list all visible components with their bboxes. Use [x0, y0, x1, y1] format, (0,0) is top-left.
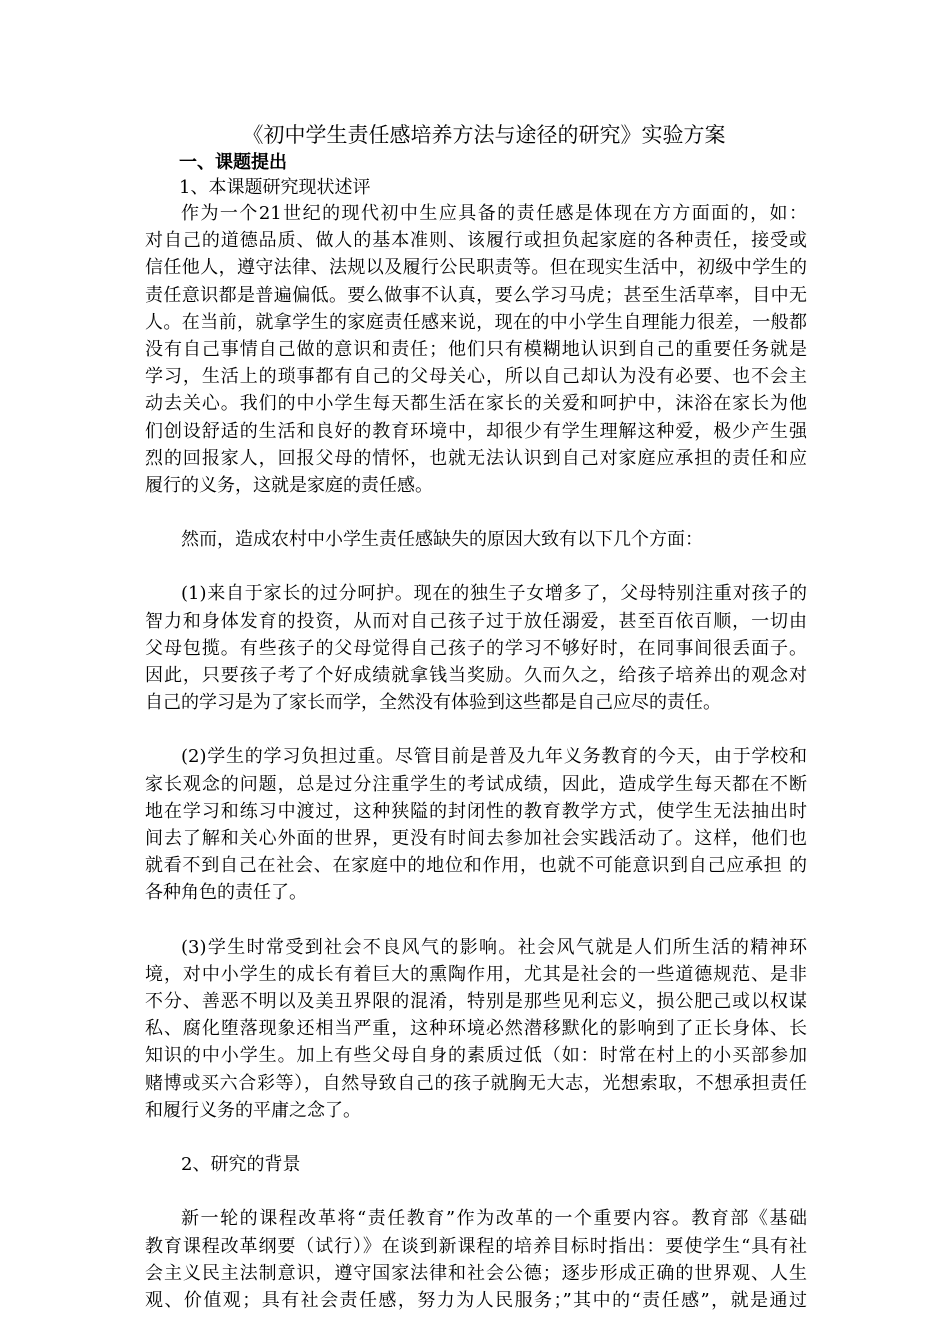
text-line: 智力和身体发育的投资，从而对自己孩子过于放任溺爱，甚至百依百顺，一切由: [145, 610, 807, 632]
text-line: 各种角色的责任了。: [145, 882, 307, 904]
text-line: 对自己的道德品质、做人的基本准则、该履行或担负起家庭的各种责任，接受或: [145, 230, 807, 252]
text-line: 责任意识都是普遍偏低。要么做事不认真，要么学习马虎；甚至生活草率，目中无: [145, 284, 807, 306]
section-heading-1: 一、课题提出: [179, 152, 287, 173]
document-title: 《初中学生责任感培养方法与途径的研究》实验方案: [242, 123, 726, 147]
text-line: 间去了解和关心外面的世界，更没有时间去参加社会实践活动了。这样，他们也: [145, 828, 807, 850]
text-line: 教育课程改革纲要（试行）》在谈到新课程的培养目标时指出：要使学生“具有社: [145, 1235, 807, 1257]
text-line: 信任他人，遵守法律、法规以及履行公民职责等。但在现实生活中，初级中学生的: [145, 257, 807, 279]
paragraph-gap: [145, 1124, 807, 1151]
text-line: 地在学习和练习中渡过，这种狭隘的封闭性的教育教学方式，使学生无法抽出时: [145, 800, 807, 822]
subsection-heading-2-wrap: [145, 1151, 807, 1178]
text-line: 动去关心。我们的中小学生每天都生活在家长的关爱和呵护中，沫浴在家长为他: [145, 393, 807, 415]
paragraph-gap: [145, 553, 807, 580]
text-line: 家长观念的问题，总是过分注重学生的考试成绩，因此，造成学生每天都在不断: [145, 773, 807, 795]
text-line: 人。在当前，就拿学生的家庭责任感来说，现在的中小学生自理能力很差，一般都: [145, 311, 807, 333]
text-line: 作为一个21世纪的现代初中生应具备的责任感是体现在方方面面的，如：: [181, 203, 807, 224]
text-line: 烈的回报家人，回报父母的情怀，也就无法认识到自己对家庭应承担的责任和应: [145, 447, 807, 469]
paragraph-cause-1: [145, 580, 807, 716]
paragraph-gap: [145, 907, 807, 934]
document-body: [145, 120, 807, 1314]
subsection-heading-1: 1、本课题研究现状述评: [179, 177, 371, 198]
text-line: 就看不到自己在社会、在家庭中的地位和作用，也就不可能意识到自己应承担 的: [145, 855, 807, 877]
paragraph-gap: [145, 716, 807, 743]
text-line: 观、价值观；具有社会责任感，努力为人民服务；”其中的“责任感”，就是通过: [145, 1289, 807, 1311]
text-line: 然而，造成农村中小学生责任感缺失的原因大致有以下几个方面：: [181, 529, 703, 551]
paragraph-gap: [145, 1178, 807, 1205]
paragraph-cause-2: [145, 743, 807, 906]
text-line: 没有自己事情自己做的意识和责任；他们只有模糊地认识到自己的重要任务就是: [145, 339, 807, 361]
text-line: 不分、善恶不明以及美丑界限的混淆，特别是那些见利忘义，损公肥己或以权谋: [145, 991, 807, 1013]
text-line: 因此，只要孩子考了个好成绩就拿钱当奖励。久而久之，给孩子培养出的观念对: [145, 665, 807, 687]
text-line: 学习，生活上的琐事都有自己的父母关心，所以自己却认为没有必要、也不会主: [145, 366, 807, 388]
text-line: 父母包揽。有些孩子的父母觉得自己孩子的学习不够好时，在同事间很丢面子。: [145, 637, 807, 659]
text-line: (3)学生时常受到社会不良风气的影响。社会风气就是人们所生活的精神环: [181, 936, 807, 958]
text-line: 赌博或买六合彩等），自然导致自己的孩子就胸无大志，光想索取，不想承担责任: [145, 1072, 807, 1094]
text-line: 履行的义务，这就是家庭的责任感。: [145, 475, 433, 497]
text-line: 们创设舒适的生活和良好的教育环境中，却很少有学生理解这种爱，极少产生强: [145, 420, 807, 442]
paragraph-research-background: [145, 1205, 807, 1314]
paragraph-cause-3: [145, 934, 807, 1124]
text-line: 新一轮的课程改革将“责任教育”作为改革的一个重要内容。教育部《基础: [181, 1208, 807, 1230]
text-line: 会主义民主法制意识，遵守国家法律和社会公德；逐步形成正确的世界观、人生: [145, 1262, 807, 1284]
text-line: 和履行义务的平庸之念了。: [145, 1099, 361, 1121]
paragraph-causes-intro: [145, 526, 807, 553]
paragraph-gap: [145, 499, 807, 526]
text-line: 知识的中小学生。加上有些父母自身的素质过低（如：时常在村上的小买部参加: [145, 1045, 807, 1067]
text-line: (1)来自于家长的过分呵护。现在的独生子女增多了，父母特别注重对孩子的: [181, 583, 807, 605]
text-line: (2)学生的学习负担过重。尽管目前是普及九年义务教育的今天，由于学校和: [181, 746, 807, 768]
text-line: 境，对中小学生的成长有着巨大的熏陶作用，尤其是社会的一些道德规范、是非: [145, 963, 807, 985]
subsection-heading-2: 2、研究的背景: [181, 1154, 301, 1176]
text-line: 私、腐化堕落现象还相当严重，这种环境必然潜移默化的影响到了正长身体、长: [145, 1018, 807, 1040]
paragraph-status-review: [145, 200, 807, 499]
text-line: 自己的学习是为了家长而学，全然没有体验到这些都是自己应尽的责任。: [145, 692, 721, 714]
